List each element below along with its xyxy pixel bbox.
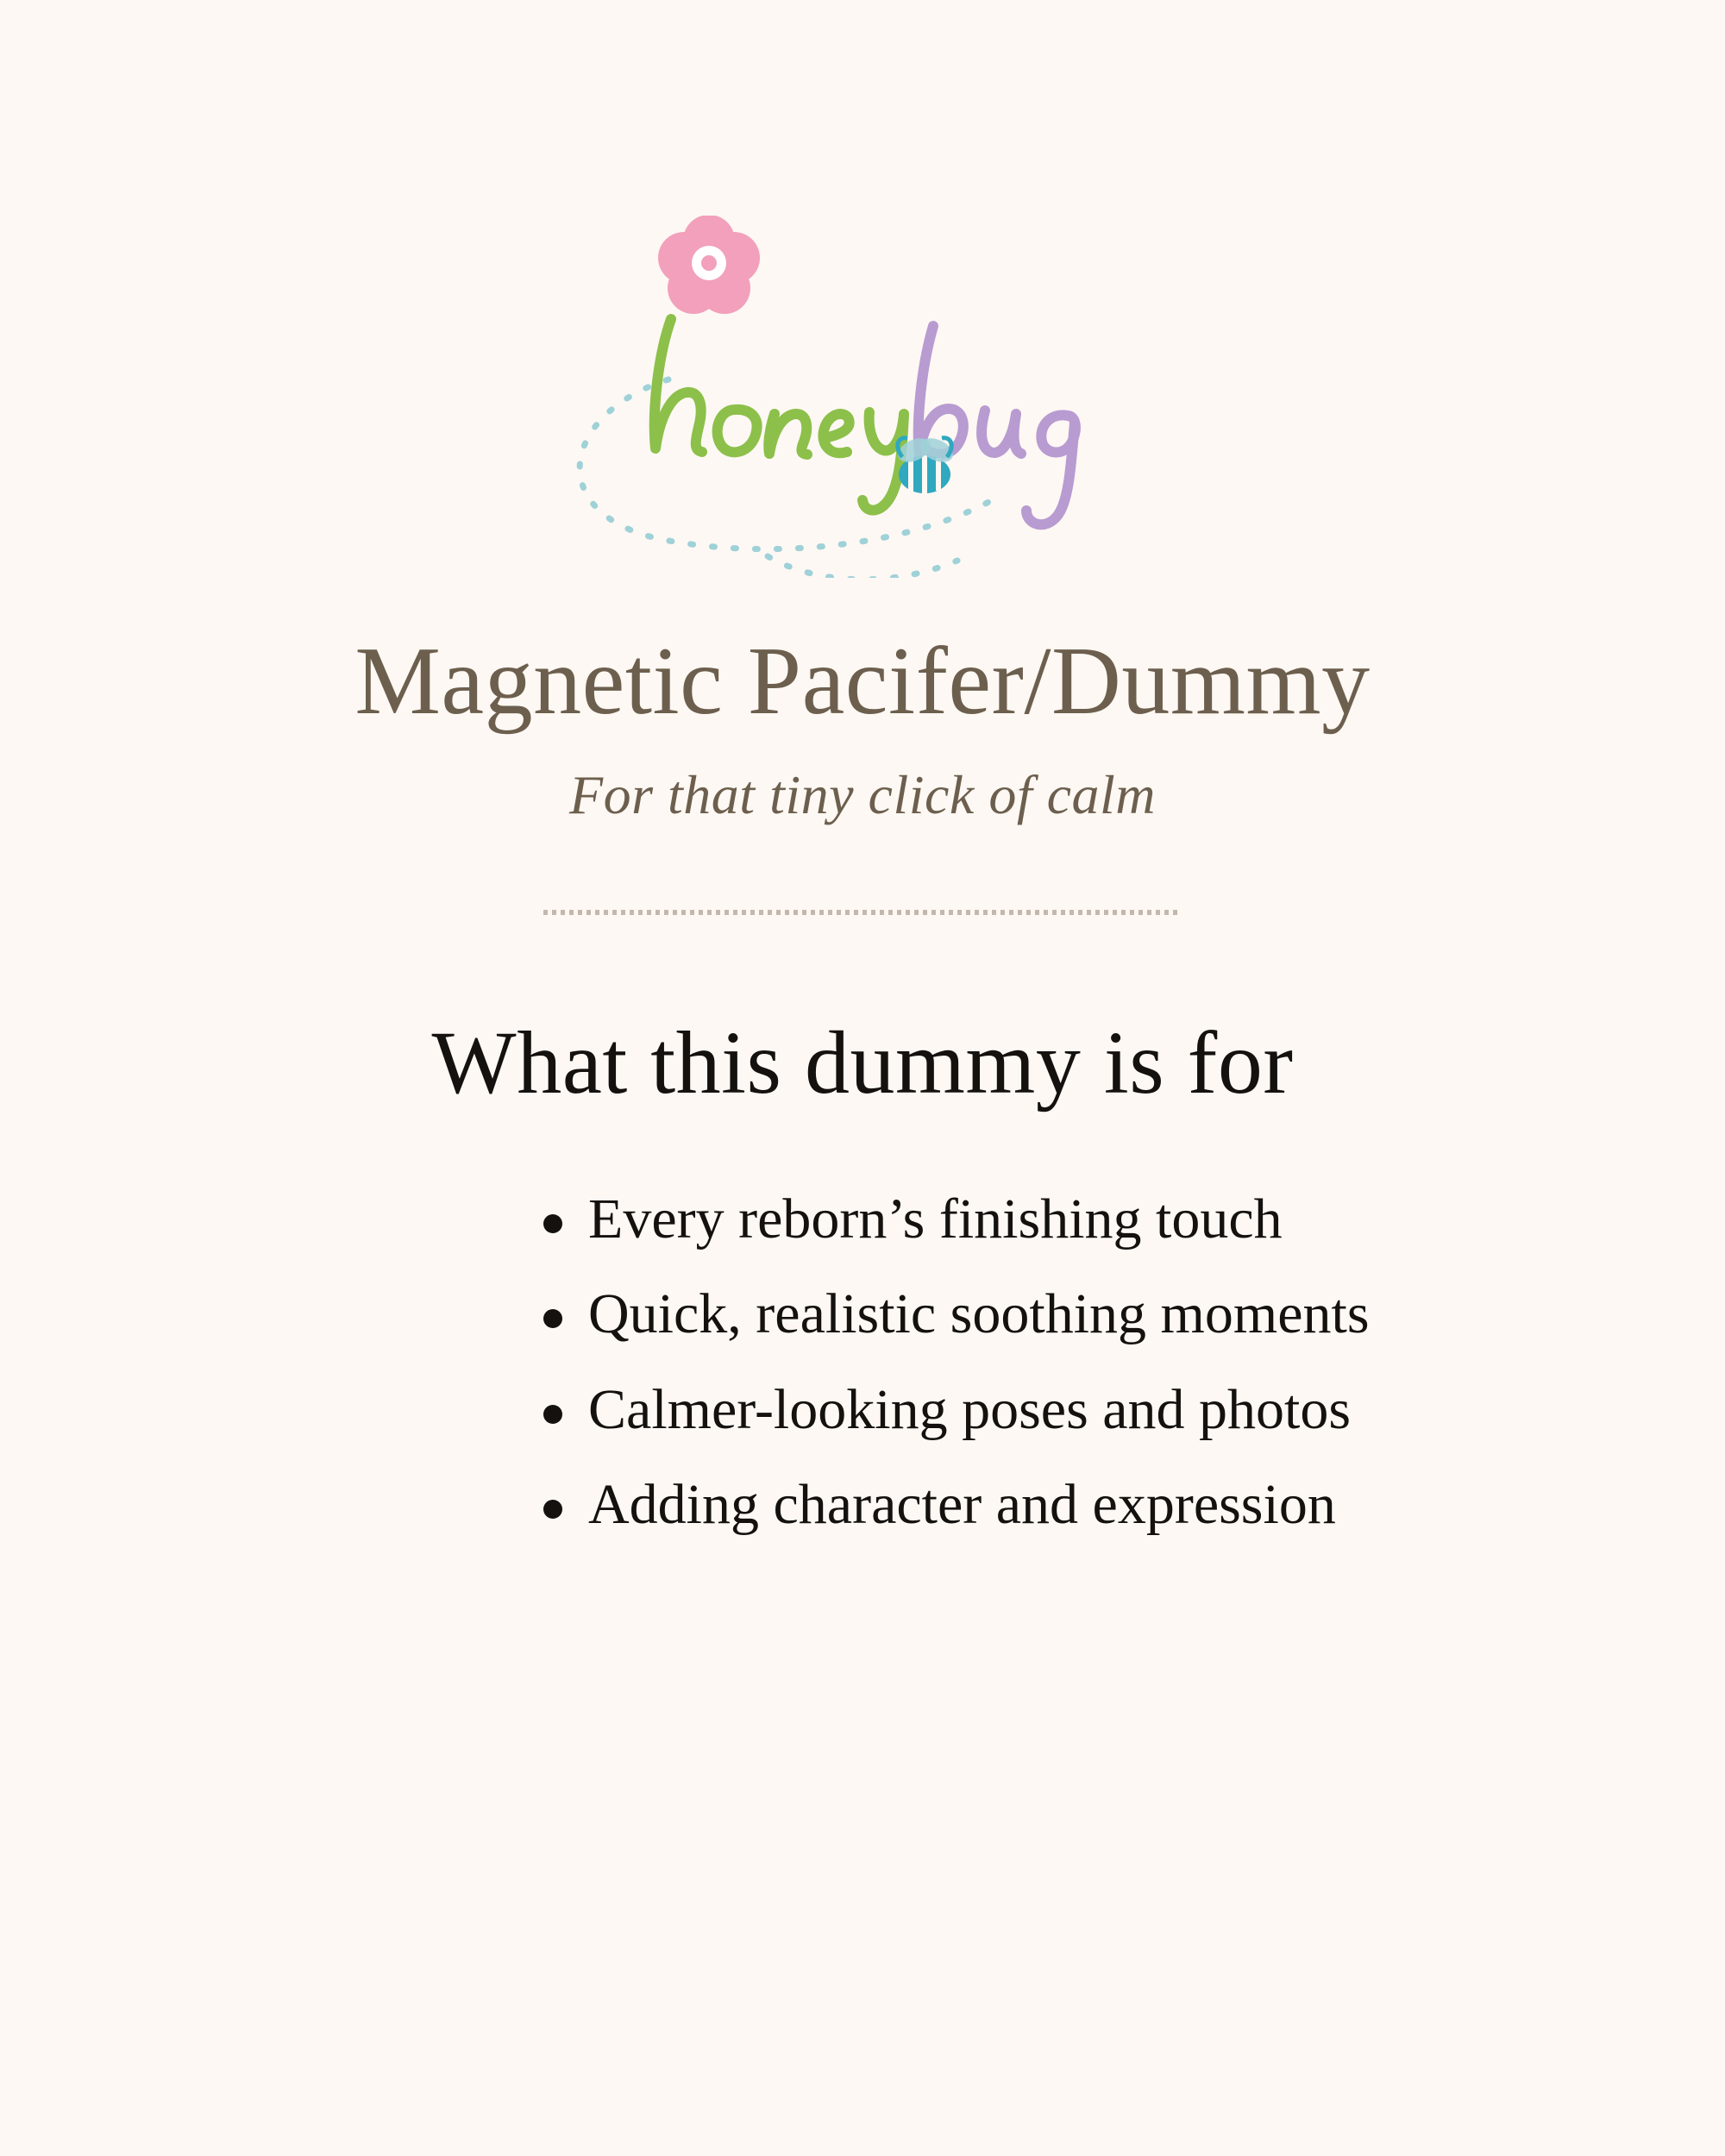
bug-wordmark — [919, 326, 1076, 524]
list-item — [259, 1278, 1466, 1351]
list-item — [259, 1183, 1466, 1256]
bullet-dot-icon — [543, 1214, 562, 1233]
dotted-trail-lower-icon — [768, 556, 957, 578]
bullet-dot-icon — [543, 1500, 562, 1519]
section-heading: What this dummy is for — [431, 1012, 1294, 1112]
list-item-label: Adding character and expression — [588, 1473, 1336, 1537]
honey-wordmark — [655, 319, 904, 511]
brand-logo — [509, 216, 1216, 578]
bullet-dot-icon — [543, 1309, 562, 1328]
divider — [543, 910, 1182, 915]
feature-list — [259, 1183, 1466, 1564]
list-item — [259, 1469, 1466, 1541]
list-item-label: Quick, realistic soothing moments — [588, 1282, 1370, 1346]
list-item-label: Calmer-looking poses and photos — [588, 1377, 1352, 1441]
page-title: Magnetic Pacifer/Dummy — [354, 628, 1371, 735]
page-subtitle: For that tiny click of calm — [569, 763, 1156, 825]
list-item-label: Every reborn’s finishing touch — [588, 1187, 1283, 1250]
honeybug-logo-icon — [509, 216, 1216, 578]
flower-icon — [658, 216, 760, 314]
bullet-dot-icon — [543, 1405, 562, 1424]
list-item — [259, 1374, 1466, 1446]
